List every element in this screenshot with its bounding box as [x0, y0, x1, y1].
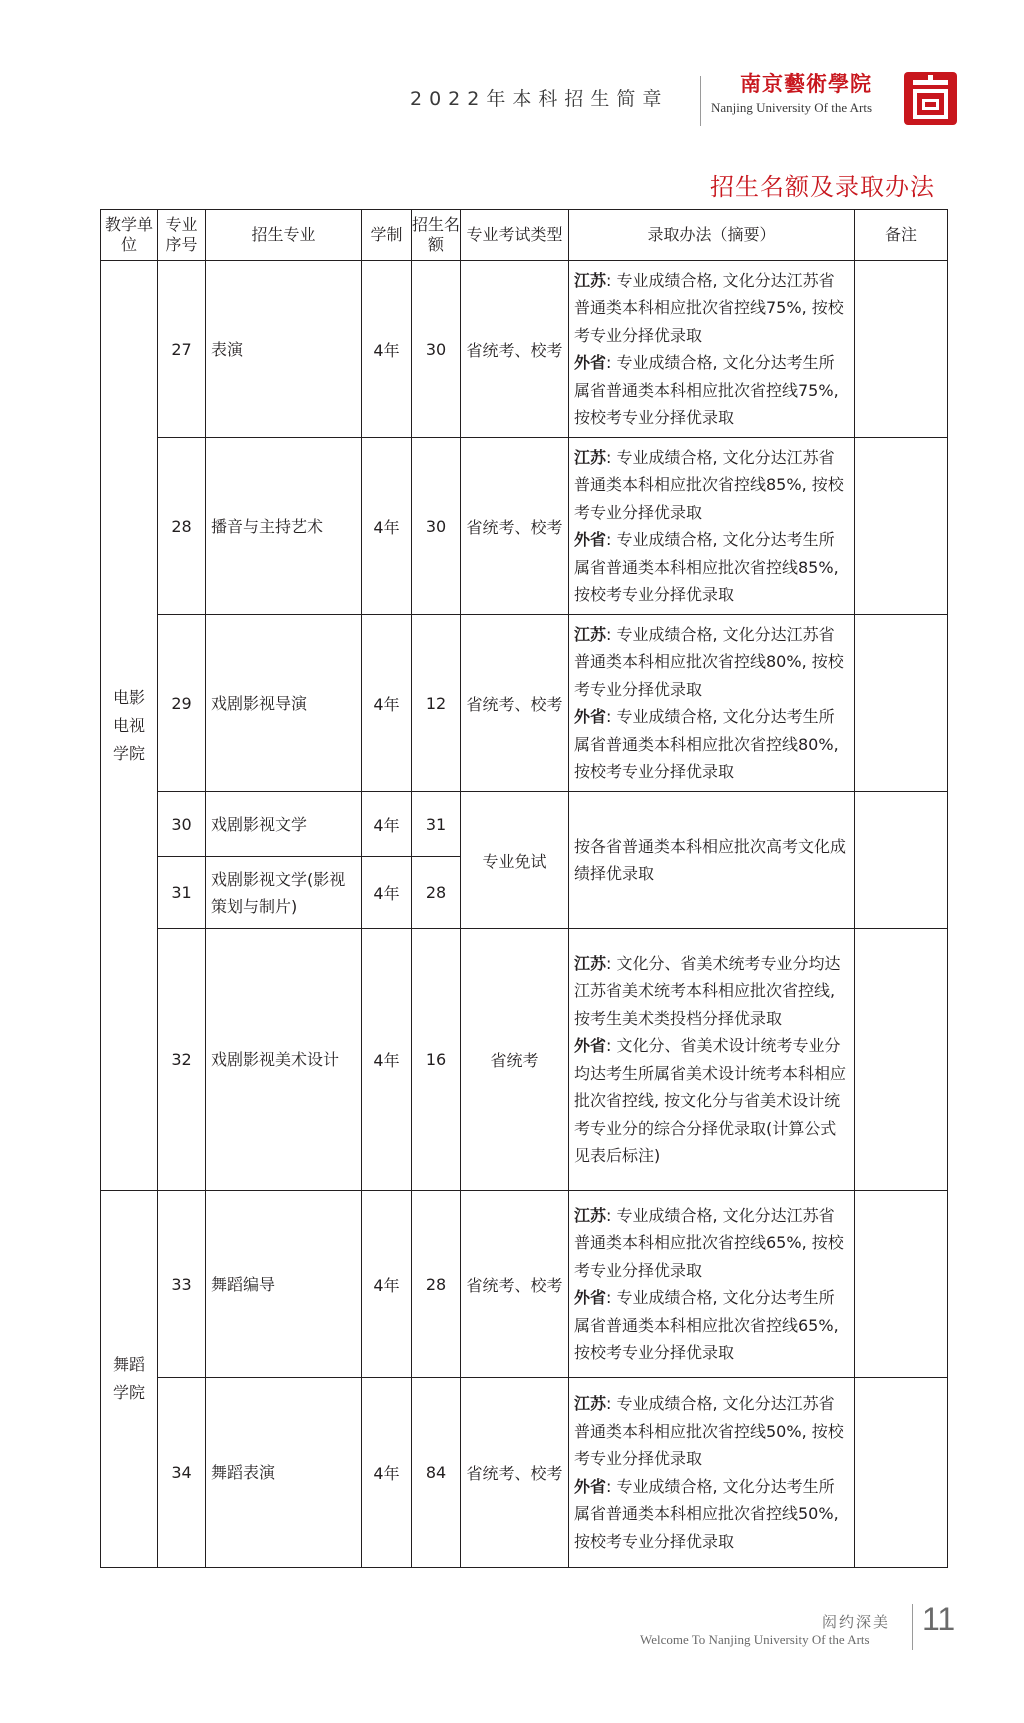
unit-dance: 舞蹈学院 [101, 1191, 158, 1568]
note-cell [855, 929, 948, 1191]
duration: 4年 [362, 438, 412, 615]
duration: 4年 [362, 615, 412, 792]
exam-type: 省统考、校考 [461, 615, 569, 792]
major: 戏剧影视美术设计 [206, 929, 362, 1191]
footer-divider [912, 1604, 913, 1650]
header-quota: 招生名额 [412, 210, 461, 261]
exam-type: 省统考、校考 [461, 1191, 569, 1378]
note-cell [855, 792, 948, 929]
major: 戏剧影视文学(影视策划与制片) [206, 857, 362, 929]
header-duration: 学制 [362, 210, 412, 261]
exam-type-merged: 专业免试 [461, 792, 569, 929]
table-row [101, 1191, 948, 1378]
exam-type: 省统考、校考 [461, 1378, 569, 1568]
quota: 16 [412, 929, 461, 1191]
exam-type: 省统考、校考 [461, 438, 569, 615]
seq: 28 [158, 438, 206, 615]
seq: 33 [158, 1191, 206, 1378]
duration: 4年 [362, 1378, 412, 1568]
major: 表演 [206, 261, 362, 438]
exam-type: 省统考 [461, 929, 569, 1191]
footer-welcome: Welcome To Nanjing University Of the Arts [640, 1632, 870, 1647]
header-seq: 专业序号 [158, 210, 206, 261]
duration: 4年 [362, 261, 412, 438]
header-note: 备注 [855, 210, 948, 261]
note-cell [855, 438, 948, 615]
quota: 30 [412, 261, 461, 438]
major: 戏剧影视文学 [206, 792, 362, 857]
duration: 4年 [362, 929, 412, 1191]
note-cell [855, 1191, 948, 1378]
duration: 4年 [362, 1191, 412, 1378]
seq: 32 [158, 929, 206, 1191]
admission-method: 江苏: 文化分、省美术统考专业分均达江苏省美术统考本科相应批次省控线, 按考生美术类投档分择优录取 外省: 文化分、省美术设计统考专业分均达考生所属省美术设计统考本科相应批次省控线, 按文化分与省美术设计统考专业分的综合分择优录取(计算公式见表后标注) [569, 929, 855, 1191]
school-seal-icon [904, 72, 957, 125]
page-number: 11 [922, 1601, 956, 1637]
exam-type: 省统考、校考 [461, 261, 569, 438]
header-method: 录取办法（摘要） [569, 210, 855, 261]
table-row [101, 261, 948, 438]
header-major: 招生专业 [206, 210, 362, 261]
admission-method: 江苏: 专业成绩合格, 文化分达江苏省普通类本科相应批次省控线75%, 按校考专业分择优录取 外省: 专业成绩合格, 文化分达考生所属省普通类本科相应批次省控线75%, 按校考专业分择优录取 [569, 261, 855, 438]
header-exam: 专业考试类型 [461, 210, 569, 261]
section-title: 招生名额及录取办法 [710, 173, 935, 201]
school-name-logo: 南京藝術學院 [740, 71, 872, 96]
major: 舞蹈编导 [206, 1191, 362, 1378]
major: 戏剧影视导演 [206, 615, 362, 792]
admission-method: 江苏: 专业成绩合格, 文化分达江苏省普通类本科相应批次省控线50%, 按校考专业分择优录取 外省: 专业成绩合格, 文化分达考生所属省普通类本科相应批次省控线50%, 按校考专业分择优录取 [569, 1378, 855, 1568]
duration: 4年 [362, 792, 412, 857]
table-row [101, 615, 948, 792]
seq: 30 [158, 792, 206, 857]
school-name-english: Nanjing University Of the Arts [711, 100, 873, 115]
major: 舞蹈表演 [206, 1378, 362, 1568]
quota: 30 [412, 438, 461, 615]
admission-method: 江苏: 专业成绩合格, 文化分达江苏省普通类本科相应批次省控线80%, 按校考专业分择优录取 外省: 专业成绩合格, 文化分达考生所属省普通类本科相应批次省控线80%, 按校考专业分择优录取 [569, 615, 855, 792]
header-unit: 教学单位 [101, 210, 158, 261]
admission-method-merged: 按各省普通类本科相应批次高考文化成绩择优录取 [569, 792, 855, 929]
unit-film-tv: 电影电视学院 [101, 261, 158, 1191]
duration: 4年 [362, 857, 412, 929]
table-row [101, 438, 948, 615]
admission-method: 江苏: 专业成绩合格, 文化分达江苏省普通类本科相应批次省控线65%, 按校考专业分择优录取 外省: 专业成绩合格, 文化分达考生所属省普通类本科相应批次省控线65%, 按校考专业分择优录取 [569, 1191, 855, 1378]
footer-slogan: 闳约深美 [822, 1613, 891, 1631]
major: 播音与主持艺术 [206, 438, 362, 615]
note-cell [855, 261, 948, 438]
note-cell [855, 615, 948, 792]
quota: 12 [412, 615, 461, 792]
quota: 84 [412, 1378, 461, 1568]
table-row [101, 1378, 948, 1568]
seq: 29 [158, 615, 206, 792]
brochure-title: 2022年本科招生简章 [410, 88, 669, 110]
quota: 28 [412, 857, 461, 929]
admission-table [100, 209, 948, 1568]
note-cell [855, 1378, 948, 1568]
table-row [101, 792, 948, 857]
seq: 34 [158, 1378, 206, 1568]
quota: 28 [412, 1191, 461, 1378]
quota: 31 [412, 792, 461, 857]
seq: 31 [158, 857, 206, 929]
admission-method: 江苏: 专业成绩合格, 文化分达江苏省普通类本科相应批次省控线85%, 按校考专业分择优录取 外省: 专业成绩合格, 文化分达考生所属省普通类本科相应批次省控线85%, 按校考专业分择优录取 [569, 438, 855, 615]
seq: 27 [158, 261, 206, 438]
table-row [101, 929, 948, 1191]
header-divider [700, 76, 701, 126]
table-header-row [101, 210, 948, 261]
